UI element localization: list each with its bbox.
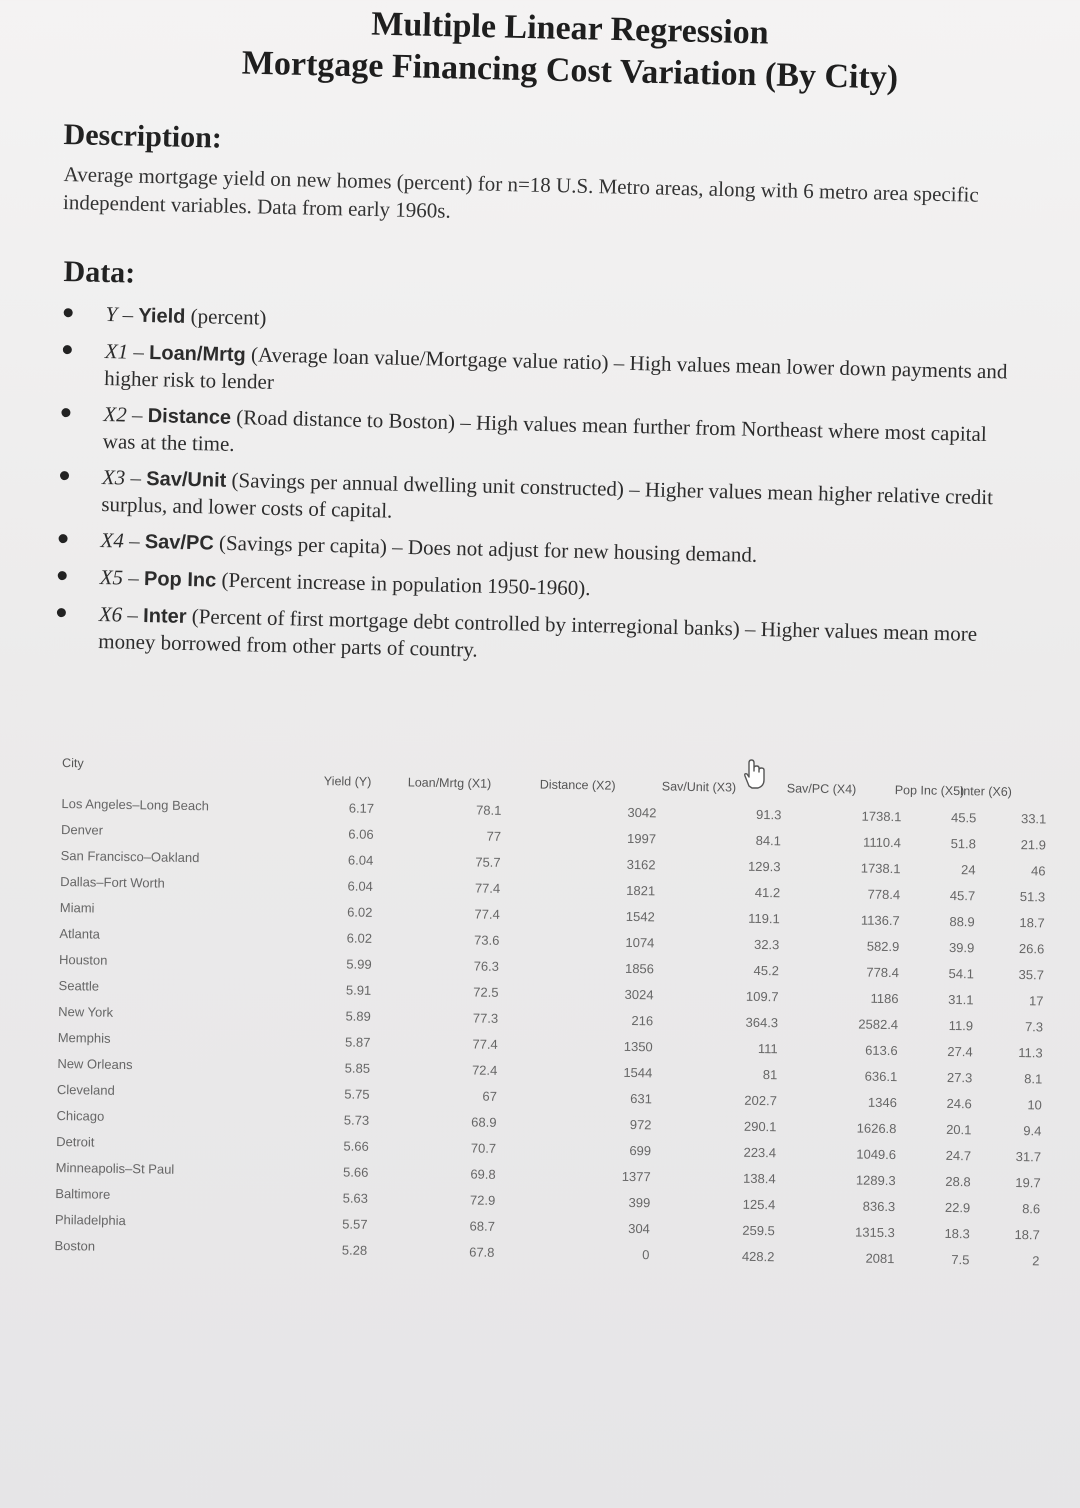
header-pop-inc: Pop Inc (X5): [894, 783, 965, 799]
cell-yield: 5.73: [343, 1112, 370, 1128]
cell-yield: 5.85: [344, 1060, 371, 1076]
cell-sav-unit: 138.4: [743, 1170, 776, 1187]
cell-distance: 1997: [626, 830, 657, 847]
variable-description: (Average loan value/Mortgage value ratio) – High values mean lower down payments and higher risk to lender: [103, 342, 1008, 394]
cell-loan-mrtg: 67.8: [469, 1244, 495, 1260]
cell-sav-pc: 1049.6: [856, 1146, 897, 1163]
cell-sav-pc: 1186: [870, 990, 899, 1007]
cell-sav-pc: 1346: [867, 1094, 897, 1111]
cell-loan-mrtg: 78.1: [475, 802, 502, 818]
cell-distance: 0: [642, 1247, 650, 1263]
cell-city: Cleveland: [56, 1081, 115, 1098]
cell-pop-inc: 18.3: [944, 1225, 970, 1242]
cell-distance: 3162: [626, 856, 656, 873]
variable-name: Distance: [147, 405, 232, 429]
cell-sav-unit: 364.3: [745, 1014, 779, 1031]
cell-yield: 5.99: [346, 956, 372, 972]
cell-loan-mrtg: 76.3: [473, 958, 500, 974]
cell-distance: 1350: [623, 1038, 653, 1055]
cell-loan-mrtg: 77: [486, 828, 502, 844]
cell-loan-mrtg: 68.9: [471, 1114, 497, 1130]
cell-distance: 972: [629, 1116, 652, 1133]
cell-sav-unit: 428.2: [741, 1248, 775, 1265]
title-line-1: Multiple Linear Regression: [370, 5, 770, 52]
cell-distance: 699: [629, 1142, 652, 1159]
cell-city: San Francisco–Oakland: [60, 847, 200, 866]
cell-inter: 51.3: [1019, 889, 1046, 905]
cell-loan-mrtg: 77.4: [474, 906, 500, 922]
variable-symbol: X6: [98, 601, 123, 627]
header-inter: Inter (X6): [959, 784, 1012, 799]
variable-item: X1 – Loan/Mrtg (Average loan value/Mortgage value ratio) – High values mean lower down payments and higher risk to lender: [58, 337, 1019, 412]
cell-inter: 9.4: [1023, 1123, 1042, 1139]
header-sav-unit: Sav/Unit (X3): [661, 779, 737, 795]
header-yield: Yield (Y): [323, 774, 372, 789]
cell-pop-inc: 54.1: [948, 965, 975, 982]
variable-symbol: X3: [101, 465, 126, 490]
cell-pop-inc: 28.8: [945, 1173, 971, 1190]
cell-city: Miami: [59, 899, 95, 916]
cell-yield: 5.28: [341, 1242, 368, 1258]
cell-distance: 1074: [625, 934, 655, 951]
bullet-icon: [58, 534, 67, 543]
cell-inter: 35.7: [1018, 967, 1045, 983]
variable-list: [52, 300, 1020, 685]
cell-yield: 5.66: [343, 1138, 369, 1154]
cell-sav-pc: 2582.4: [858, 1016, 899, 1033]
cell-sav-pc: 1315.3: [854, 1224, 895, 1241]
cell-sav-unit: 125.4: [742, 1196, 776, 1213]
cell-sav-unit: 111: [757, 1040, 778, 1057]
variable-name: Sav/Unit: [146, 468, 227, 492]
variable-item: X5 – Pop Inc (Percent increase in population 1950-1960).: [53, 563, 1013, 612]
bullet-icon: [58, 571, 67, 580]
cell-distance: 1821: [626, 882, 656, 899]
cell-yield: 5.63: [342, 1190, 369, 1206]
variable-name: Inter: [142, 604, 187, 628]
variable-description: (Savings per capita) – Does not adjust for new housing demand.: [213, 530, 758, 567]
cell-pop-inc: 11.9: [948, 1017, 974, 1034]
cell-sav-pc: 836.3: [862, 1198, 896, 1215]
cell-yield: 5.57: [342, 1216, 368, 1232]
cell-yield: 6.17: [348, 800, 375, 816]
cell-distance: 1377: [621, 1168, 651, 1185]
cell-sav-pc: 1738.1: [861, 808, 902, 825]
cell-inter: 26.6: [1018, 941, 1045, 957]
cell-loan-mrtg: 77.4: [472, 1036, 498, 1052]
cell-sav-unit: 81: [762, 1067, 778, 1083]
variable-symbol: X2: [103, 402, 128, 427]
cell-distance: 1542: [625, 908, 655, 925]
variable-description: (Percent of first mortgage debt controlled by interregional banks) – Higher values mean more money borrowed from other parts of country.: [98, 603, 978, 662]
cell-city: Baltimore: [55, 1185, 111, 1202]
description-heading: Description:: [63, 118, 223, 155]
cell-sav-pc: 1136.7: [860, 912, 900, 929]
cell-yield: 5.91: [345, 982, 372, 998]
cell-sav-pc: 1738.1: [860, 860, 901, 877]
bullet-icon: [57, 608, 66, 617]
cell-inter: 2: [1032, 1253, 1040, 1269]
cell-sav-pc: 1110.4: [863, 834, 902, 851]
cell-pop-inc: 24: [960, 862, 976, 878]
cell-sav-unit: 45.2: [753, 962, 780, 979]
cell-distance: 3042: [627, 804, 657, 821]
cell-loan-mrtg: 77.4: [474, 880, 501, 896]
cell-yield: 6.02: [347, 904, 373, 920]
cell-city: Atlanta: [59, 925, 101, 942]
title-line-2: Mortgage Financing Cost Variation (By City): [241, 44, 899, 97]
variable-description: (Savings per annual dwelling unit constructed) – Higher values mean higher relative credit surplus, and lower costs of capital.: [101, 467, 994, 523]
bullet-icon: [64, 308, 73, 317]
cell-sav-unit: 91.3: [755, 806, 782, 823]
cell-loan-mrtg: 72.5: [473, 984, 499, 1000]
cell-inter: 18.7: [1014, 1227, 1040, 1243]
cell-distance: 1856: [624, 960, 655, 977]
cell-city: Denver: [60, 821, 104, 838]
cell-sav-unit: 259.5: [742, 1222, 775, 1239]
variable-item: X2 – Distance (Road distance to Boston) – High values mean further from Northeast where most capital was at the time.: [57, 400, 1018, 475]
cell-city: Philadelphia: [54, 1211, 126, 1229]
description-text: Average mortgage yield on new homes (percent) for n=18 U.S. Metro areas, along with 6 metro area specific independent variables. Data from early 1960s.: [62, 161, 980, 223]
cell-pop-inc: 27.3: [946, 1069, 973, 1086]
cell-sav-unit: 84.1: [755, 832, 782, 849]
cell-pop-inc: 31.1: [948, 991, 974, 1008]
cell-distance: 216: [631, 1012, 654, 1029]
cell-inter: 33.1: [1020, 811, 1047, 827]
cell-city: Los Angeles–Long Beach: [61, 795, 210, 814]
cell-city: Chicago: [56, 1107, 105, 1124]
variable-item: X4 – Sav/PC (Savings per capita) – Does not adjust for new housing demand.: [54, 526, 1014, 575]
cell-pop-inc: 24.7: [945, 1147, 972, 1164]
cell-sav-pc: 582.9: [866, 938, 900, 955]
cell-loan-mrtg: 75.7: [475, 854, 501, 870]
cell-city: New York: [58, 1003, 114, 1020]
cell-distance: 3024: [624, 986, 654, 1003]
cell-inter: 11.3: [1018, 1045, 1043, 1061]
cell-pop-inc: 22.9: [944, 1199, 971, 1216]
variable-symbol: X1: [104, 339, 129, 364]
cell-inter: 7.3: [1024, 1019, 1044, 1035]
cell-city: Memphis: [57, 1029, 111, 1046]
variable-name: Loan/Mrtg: [148, 342, 247, 367]
cell-sav-pc: 613.6: [865, 1042, 898, 1059]
cell-distance: 1544: [623, 1064, 653, 1081]
cell-sav-pc: 1626.8: [856, 1120, 897, 1137]
cell-pop-inc: 88.9: [949, 913, 975, 930]
variable-name: Yield: [138, 304, 186, 328]
cell-loan-mrtg: 70.7: [470, 1140, 497, 1156]
variable-item: Y – Yield (percent): [59, 300, 1019, 349]
cell-city: Minneapolis–St Paul: [55, 1159, 175, 1177]
cell-pop-inc: 24.6: [946, 1095, 972, 1112]
cell-pop-inc: 27.4: [947, 1043, 973, 1060]
cell-inter: 46: [1030, 863, 1046, 879]
bullet-icon: [61, 408, 70, 417]
cell-pop-inc: 45.5: [950, 809, 977, 826]
data-heading: Data:: [63, 255, 136, 290]
variable-item: X3 – Sav/Unit (Savings per annual dwelling unit constructed) – Higher values mean higher relative credit surplus, and lower costs of capital.: [55, 463, 1016, 538]
cell-inter: 8.1: [1024, 1071, 1043, 1087]
variable-name: Pop Inc: [143, 567, 217, 592]
cell-inter: 19.7: [1015, 1175, 1041, 1191]
table-body: [54, 796, 1080, 1280]
cell-distance: 399: [628, 1194, 651, 1211]
cell-sav-unit: 119.1: [748, 910, 780, 927]
cell-city: Seattle: [58, 977, 100, 994]
data-table: [54, 756, 1080, 1280]
variable-description: (percent): [185, 303, 267, 330]
cell-pop-inc: 20.1: [946, 1121, 972, 1138]
cell-city: Boston: [54, 1237, 96, 1254]
cell-yield: 6.04: [347, 878, 373, 894]
cell-inter: 8.6: [1022, 1201, 1041, 1217]
cell-yield: 6.02: [346, 930, 373, 946]
cell-sav-pc: 1289.3: [855, 1172, 896, 1189]
variable-symbol: Y: [105, 302, 118, 327]
cell-sav-unit: 223.4: [743, 1144, 777, 1161]
cell-sav-unit: 41.2: [754, 884, 781, 901]
cell-pop-inc: 51.8: [950, 835, 977, 852]
cell-city: New Orleans: [57, 1055, 133, 1073]
cell-yield: 5.75: [344, 1086, 370, 1102]
bullet-icon: [63, 345, 72, 354]
cell-inter: 17: [1028, 993, 1044, 1009]
cell-pop-inc: 7.5: [951, 1252, 970, 1268]
cell-pop-inc: 39.9: [948, 939, 975, 956]
cell-distance: 304: [628, 1220, 650, 1237]
cell-city: Dallas–Fort Worth: [60, 873, 165, 891]
cell-sav-unit: 202.7: [744, 1092, 778, 1109]
cell-inter: 10: [1027, 1097, 1042, 1113]
variable-item: X6 – Inter (Percent of first mortgage debt controlled by interregional banks) – Higher values mean more money borrowed from other parts of country.: [52, 600, 1013, 675]
cell-yield: 5.89: [345, 1008, 371, 1024]
cell-yield: 6.06: [348, 826, 374, 842]
bullet-icon: [60, 471, 69, 480]
cell-city: Detroit: [56, 1133, 95, 1150]
cell-loan-mrtg: 69.8: [470, 1166, 496, 1182]
cell-sav-pc: 778.4: [866, 964, 900, 981]
cell-loan-mrtg: 72.4: [471, 1062, 498, 1078]
cell-loan-mrtg: 73.6: [473, 932, 500, 948]
header-distance: Distance (X2): [539, 777, 616, 793]
variable-name: Sav/PC: [144, 530, 215, 555]
variable-symbol: X5: [99, 564, 124, 590]
cell-sav-pc: 2081: [865, 1250, 895, 1267]
cell-sav-unit: 290.1: [743, 1118, 777, 1135]
cell-loan-mrtg: 72.9: [469, 1192, 496, 1208]
cell-inter: 31.7: [1015, 1149, 1042, 1165]
cell-yield: 5.66: [342, 1164, 369, 1180]
header-city: City: [62, 756, 84, 771]
cell-sav-unit: 109.7: [745, 988, 779, 1005]
cell-sav-unit: 32.3: [753, 936, 780, 953]
cell-inter: 21.9: [1020, 837, 1047, 853]
variable-description: (Percent increase in population 1950-1960).: [215, 567, 591, 601]
cell-pop-inc: 45.7: [949, 887, 976, 904]
header-loan-mrtg: Loan/Mrtg (X1): [407, 775, 492, 791]
header-sav-pc: Sav/PC (X4): [786, 781, 857, 797]
cell-sav-pc: 778.4: [867, 886, 901, 903]
variable-description: (Road distance to Boston) – High values mean further from Northeast where most capital was at the time.: [102, 404, 987, 456]
cell-loan-mrtg: 67: [482, 1088, 498, 1104]
cell-yield: 5.87: [344, 1034, 371, 1050]
cell-yield: 6.04: [347, 852, 374, 868]
cell-distance: 631: [630, 1090, 653, 1107]
cell-sav-unit: 129.3: [747, 858, 781, 875]
cell-sav-pc: 636.1: [864, 1068, 898, 1085]
cell-loan-mrtg: 77.3: [472, 1010, 499, 1026]
cell-city: Houston: [58, 951, 108, 968]
cell-loan-mrtg: 68.7: [469, 1218, 496, 1234]
cell-inter: 18.7: [1019, 915, 1045, 931]
variable-symbol: X4: [100, 527, 125, 553]
